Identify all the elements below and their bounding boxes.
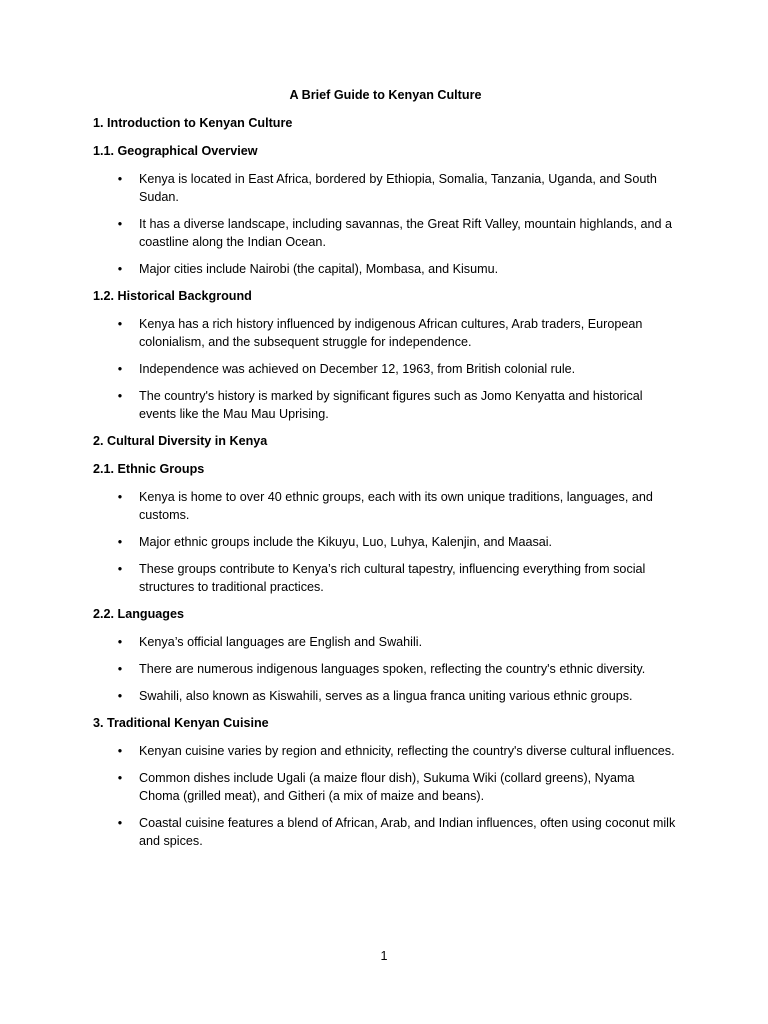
document-body: [93, 86, 678, 859]
bullet-point-icon: •: [117, 172, 123, 186]
bullet-text: Coastal cuisine features a blend of African, Arab, and Indian influences, often using coconut milk and spices.: [139, 816, 676, 848]
subsection-heading: 2.2. Languages: [93, 607, 184, 621]
subsection-heading: 1.2. Historical Background: [93, 289, 252, 303]
bullet-item: [93, 360, 678, 378]
bullet-text: It has a diverse landscape, including savannas, the Great Rift Valley, mountain highlands, and a coastline along the Indian Ocean.: [139, 217, 672, 249]
bullet-list: [93, 633, 678, 705]
bullet-point-icon: •: [117, 562, 123, 576]
bullet-point-icon: •: [117, 535, 123, 549]
bullet-item: [93, 260, 678, 278]
bullet-item: [93, 769, 678, 805]
bullet-text: Kenyan cuisine varies by region and ethnicity, reflecting the country's diverse cultural influences.: [139, 744, 675, 758]
bullet-point-icon: •: [117, 771, 123, 785]
bullet-text: Major ethnic groups include the Kikuyu, Luo, Luhya, Kalenjin, and Maasai.: [139, 535, 553, 549]
bullet-point-icon: •: [117, 362, 123, 376]
document-title: A Brief Guide to Kenyan Culture: [289, 88, 482, 102]
bullet-item: [93, 660, 678, 678]
bullet-text: The country's history is marked by significant figures such as Jomo Kenyatta and historical events like the Mau Mau Uprising.: [139, 389, 643, 421]
bullet-text: Kenya’s official languages are English and Swahili.: [139, 635, 423, 649]
bullet-item: [93, 215, 678, 251]
bullet-text: Swahili, also known as Kiswahili, serves as a lingua franca uniting various ethnic groups.: [139, 689, 633, 703]
bullet-point-icon: •: [117, 744, 123, 758]
bullet-item: [93, 315, 678, 351]
bullet-item: [93, 687, 678, 705]
section-heading: 3. Traditional Kenyan Cuisine: [93, 716, 269, 730]
bullet-text: Major cities include Nairobi (the capital), Mombasa, and Kisumu.: [139, 262, 499, 276]
bullet-list: [93, 742, 678, 850]
bullet-item: [93, 387, 678, 423]
bullet-point-icon: •: [117, 317, 123, 331]
page-number: 1: [380, 949, 388, 963]
sections-container: [93, 114, 678, 850]
bullet-point-icon: •: [117, 816, 123, 830]
section-heading: 2. Cultural Diversity in Kenya: [93, 434, 268, 448]
bullet-point-icon: •: [117, 689, 123, 703]
bullet-list: [93, 170, 678, 278]
bullet-point-icon: •: [117, 262, 123, 276]
bullet-text: Kenya is located in East Africa, bordered by Ethiopia, Somalia, Tanzania, Uganda, and South Sudan.: [139, 172, 657, 204]
bullet-text: Kenya has a rich history influenced by indigenous African cultures, Arab traders, European colonialism, and the subsequent struggle for independence.: [139, 317, 643, 349]
bullet-item: [93, 533, 678, 551]
bullet-point-icon: •: [117, 217, 123, 231]
bullet-list: [93, 315, 678, 423]
bullet-point-icon: •: [117, 490, 123, 504]
subsection-heading: 1.1. Geographical Overview: [93, 144, 258, 158]
bullet-text: There are numerous indigenous languages spoken, reflecting the country's ethnic diversity.: [139, 662, 646, 676]
bullet-item: [93, 560, 678, 596]
bullet-text: Common dishes include Ugali (a maize flour dish), Sukuma Wiki (collard greens), Nyama Choma (grilled meat), and Githeri (a mix of maize and beans).: [139, 771, 635, 803]
bullet-item: [93, 170, 678, 206]
section-heading: 1. Introduction to Kenyan Culture: [93, 116, 293, 130]
bullet-list: [93, 488, 678, 596]
bullet-item: [93, 633, 678, 651]
bullet-text: Independence was achieved on December 12, 1963, from British colonial rule.: [139, 362, 576, 376]
bullet-item: [93, 742, 678, 760]
bullet-point-icon: •: [117, 662, 123, 676]
bullet-text: These groups contribute to Kenya’s rich cultural tapestry, influencing everything from social structures to traditional practices.: [139, 562, 646, 594]
subsection-heading: 2.1. Ethnic Groups: [93, 462, 205, 476]
bullet-text: Kenya is home to over 40 ethnic groups, each with its own unique traditions, languages, and customs.: [139, 490, 653, 522]
bullet-item: [93, 814, 678, 850]
bullet-point-icon: •: [117, 635, 123, 649]
bullet-point-icon: •: [117, 389, 123, 403]
bullet-item: [93, 488, 678, 524]
